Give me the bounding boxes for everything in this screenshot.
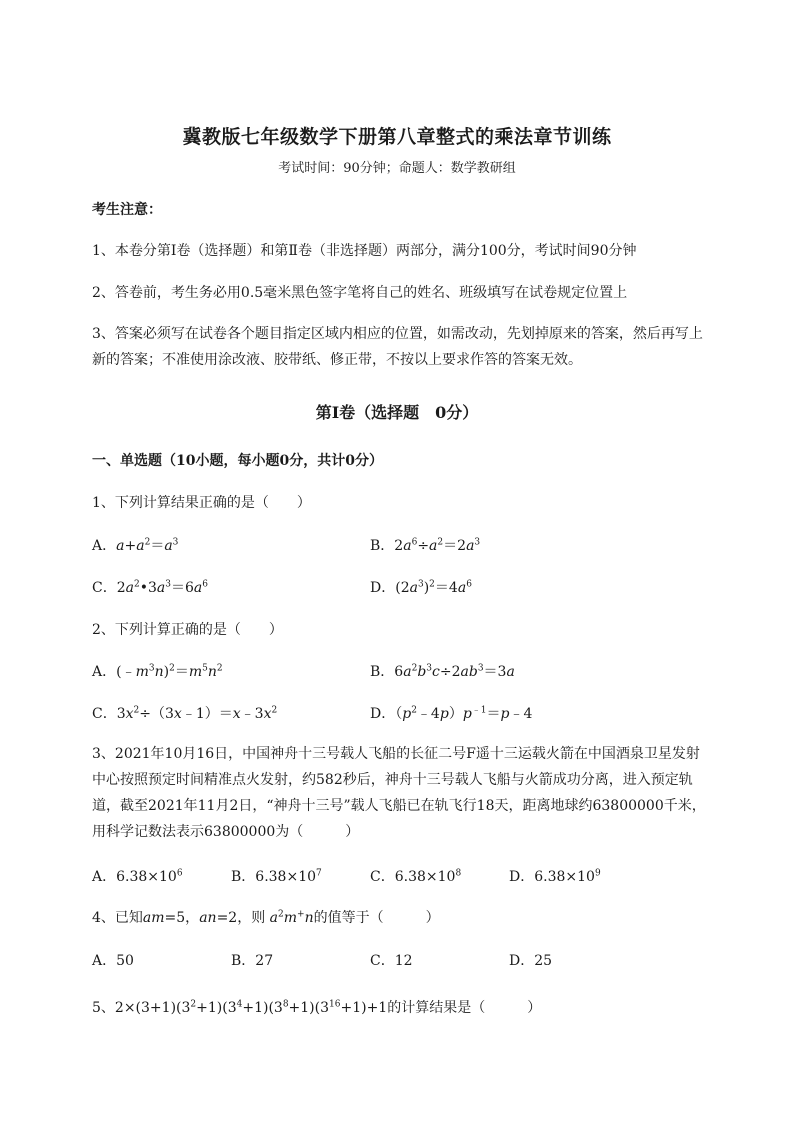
option-label: B． xyxy=(370,664,395,680)
question-4-option-b[interactable]: B．27 xyxy=(231,953,274,969)
note-item-1: 1、本卷分第I卷（选择题）和第Ⅱ卷（非选择题）两部分，满分100分，考试时间90分钟 xyxy=(92,243,637,259)
option-label: B． xyxy=(370,538,395,554)
question-1-option-d[interactable]: D．$(2a^3)^2=4a^6$ xyxy=(370,579,472,596)
question-2-stem: 2、下列计算正确的是（ ） xyxy=(92,622,283,638)
question-1-option-c[interactable]: C．$2a^2•3a^3=6a^6$ xyxy=(92,579,209,596)
question-2-option-c[interactable]: C．$3x^2\div(3x﹣1)=x﹣3x^2$ xyxy=(92,705,278,722)
question-1-option-a[interactable]: A．$a+a^2=a^3$ xyxy=(92,537,179,554)
option-label: C． xyxy=(92,706,117,722)
question-3-option-d[interactable]: D．$6.38\times 10^9$ xyxy=(509,868,601,885)
option-label: D． xyxy=(370,580,396,596)
question-2-option-b[interactable]: B．$6a^2b^3c\div 2ab^3=3a$ xyxy=(370,663,515,680)
option-label: A． xyxy=(92,664,117,680)
note-item-3: 3、答案必须写在试卷各个题目指定区域内相应的位置，如需改动，先划掉原来的答案，然后再写上新的答案；不准使用涂改液、胶带纸、修正带，不按以上要求作答的答案无效。 xyxy=(92,326,703,368)
question-3-option-a[interactable]: A．$6.38\times 10^6$ xyxy=(92,868,183,885)
question-3-option-b[interactable]: B．$6.38\times 10^7$ xyxy=(231,868,322,885)
question-1-option-b[interactable]: B．$2a^6\div a^2=2a^3$ xyxy=(370,537,481,554)
exam-title: 冀教版七年级数学下册第八章整式的乘法章节训练 xyxy=(182,126,612,148)
option-label: C． xyxy=(92,580,117,596)
question-4-option-a[interactable]: A．50 xyxy=(92,953,134,969)
question-4-stem: 4、已知am=5，an=2，则 $a^2m^+n$的值等于（ ） xyxy=(92,909,440,926)
question-2-option-a[interactable]: A．$(﹣m^3n)^2=m^5n^2$ xyxy=(92,663,223,680)
part-heading: 一、单选题（10小题，每小题0分，共计0分） xyxy=(92,453,383,469)
question-4-option-d[interactable]: D．25 xyxy=(509,953,553,969)
section-title: 第I卷（选择题 0分） xyxy=(315,403,479,422)
question-1-stem: 1、下列计算结果正确的是（ ） xyxy=(92,495,311,511)
notes-heading: 考生注意： xyxy=(92,202,162,218)
option-label: A． xyxy=(92,538,117,554)
exam-subtitle: 考试时间：90分钟；命题人：数学教研组 xyxy=(278,161,516,176)
question-3-option-c[interactable]: C．$6.38\times 10^8$ xyxy=(370,868,462,885)
option-label: D． xyxy=(370,706,396,722)
question-3-stem: 3、2021年10月16日，中国神舟十三号载人飞船的长征二号F遥十三运载火箭在中国酒泉卫星发射中心按照预定时间精准点火发射，约582秒后，神舟十三号载人飞船与火箭成功分离，进入预定轨道，截至2021年11月2日，“神舟十三号”载人飞船已在轨飞行18天，距离地球约63800000千米，用科学记数法表示63800000为（ ） xyxy=(92,746,706,840)
question-5-stem: 5、$2\times(3+1)(3^2+1)(3^4+1)(3^8+1)(3^{16}+1)+1$的计算结果是（ ） xyxy=(92,999,542,1016)
question-2-option-d[interactable]: D．$(p^2﹣4p)p^{﹣1}=p﹣4$ xyxy=(370,705,533,722)
note-item-2: 2、答卷前，考生务必用0.5毫米黑色签字笔将自己的姓名、班级填写在试卷规定位置上 xyxy=(92,285,628,301)
question-4-option-c[interactable]: C．12 xyxy=(370,953,413,969)
question-5-expression: $2\times(3+1)(3^2+1)(3^4+1)(3^8+1)(3^{16}+1)+1$ xyxy=(114,999,388,1016)
